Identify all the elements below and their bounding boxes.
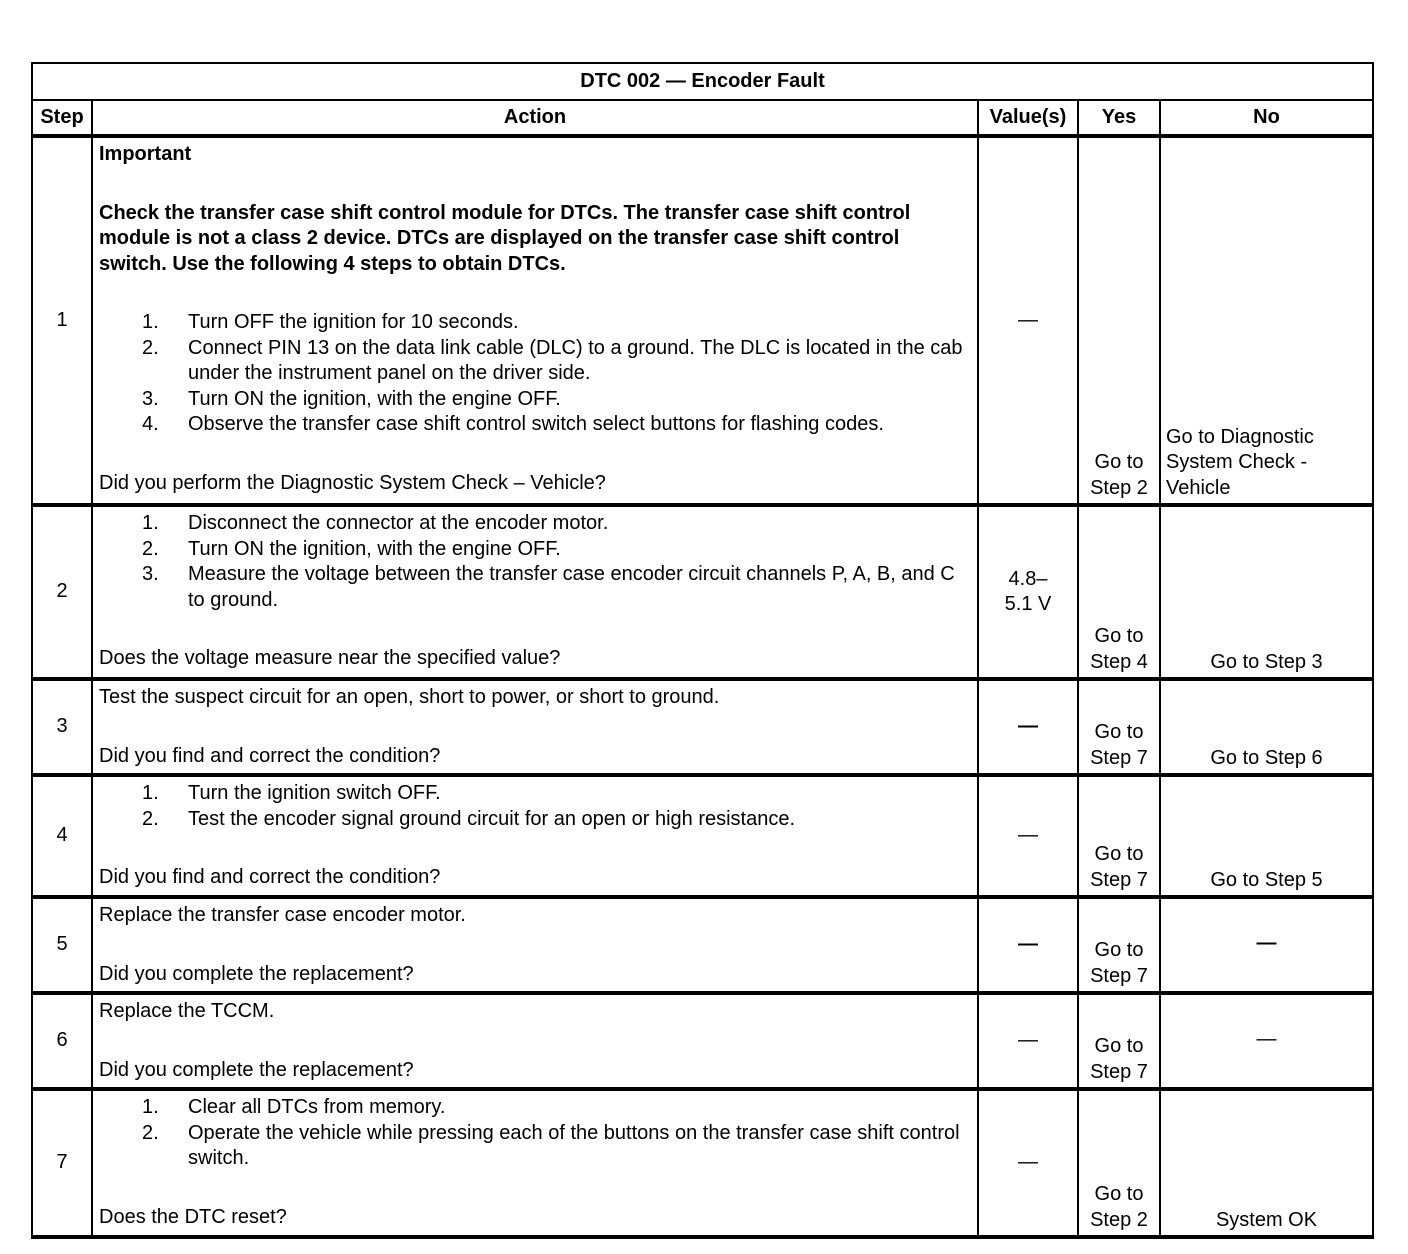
question-text: Did you find and correct the condition?	[99, 866, 441, 888]
value-cell	[978, 897, 1078, 993]
list-text: Turn ON the ignition, with the engine OFF.	[188, 387, 561, 410]
no-cell	[1160, 993, 1373, 1089]
action-cell	[92, 1089, 978, 1237]
no-text: —	[1256, 932, 1277, 955]
step-number: 2	[32, 505, 92, 679]
list-number: 2.	[142, 1121, 159, 1144]
value-text: —	[1018, 824, 1038, 847]
action-cell	[92, 897, 978, 993]
action-cell	[92, 679, 978, 775]
list-number: 1.	[142, 1096, 159, 1118]
question-text: Does the DTC reset?	[99, 1205, 287, 1228]
value-cell: 4.8–5.1 V	[978, 505, 1078, 679]
list-number: 1.	[142, 782, 159, 804]
list-item	[99, 1121, 971, 1172]
action-cell	[92, 775, 978, 897]
yes-cell: Go to Step 2	[1078, 136, 1160, 505]
step-number: 7	[32, 1089, 92, 1237]
list-text: Observe the transfer case shift control switch select buttons for flashing codes.	[188, 413, 884, 435]
list-text: Turn the ignition switch OFF.	[188, 782, 441, 804]
table-row-step-3	[32, 679, 1373, 775]
step-number: 1	[32, 136, 92, 505]
no-text: —	[1256, 1028, 1277, 1051]
list-item	[99, 310, 971, 336]
list-number: 2.	[142, 807, 159, 830]
procedure-list	[99, 1095, 971, 1172]
value-text: —	[1018, 1151, 1038, 1174]
important-label: Important	[99, 143, 192, 165]
yes-cell: Go to Step 2	[1078, 1089, 1160, 1237]
table-row-step-4	[32, 775, 1373, 897]
step-number: 5	[32, 897, 92, 993]
value-text: —	[1018, 308, 1038, 331]
value-cell	[978, 136, 1078, 505]
list-item	[99, 807, 971, 833]
list-number: 2.	[142, 537, 159, 560]
list-item	[99, 537, 971, 563]
value-cell	[978, 775, 1078, 897]
value-cell	[978, 679, 1078, 775]
question-text: Did you complete the replacement?	[99, 1058, 414, 1081]
table-title: DTC 002 — Encoder Fault	[32, 63, 1373, 100]
question-text: Did you complete the replacement?	[99, 962, 414, 985]
list-number: 2.	[142, 336, 159, 359]
table-row-step-1	[32, 136, 1373, 505]
procedure-list	[99, 511, 971, 613]
action-text: Replace the TCCM.	[99, 1000, 275, 1022]
list-text: Measure the voltage between the transfer case encoder circuit channels P, A, B, and C to ground.	[188, 563, 955, 611]
header-values: Value(s)	[978, 100, 1078, 136]
no-cell: Go to Step 3	[1160, 505, 1373, 679]
step-number: 3	[32, 679, 92, 775]
step-number: 4	[32, 775, 92, 897]
list-item	[99, 387, 971, 413]
list-text: Operate the vehicle while pressing each of the buttons on the transfer case shift control switch.	[188, 1121, 960, 1169]
important-text: Check the transfer case shift control module for DTCs. The transfer case shift control module is not a class 2 device. DTCs are displayed on the transfer case shift control switch. Use the following 4 steps to obtain DTCs.	[99, 201, 911, 275]
header-row	[32, 100, 1373, 136]
list-number: 3.	[142, 563, 159, 585]
question-text: Did you find and correct the condition?	[99, 744, 441, 767]
header-action: Action	[92, 100, 978, 136]
table-row-step-6	[32, 993, 1373, 1089]
action-text: Test the suspect circuit for an open, short to power, or short to ground.	[99, 686, 720, 708]
value-text: —	[1018, 933, 1038, 956]
no-cell: System OK	[1160, 1089, 1373, 1237]
diagnostic-document	[31, 62, 1372, 1239]
list-number: 4.	[142, 413, 159, 435]
list-text: Connect PIN 13 on the data link cable (DLC) to a ground. The DLC is located in the cab under the instrument panel on the driver side.	[188, 336, 963, 384]
yes-cell: Go to Step 7	[1078, 897, 1160, 993]
list-item	[99, 562, 971, 613]
value-text: —	[1018, 1029, 1038, 1052]
question-text: Does the voltage measure near the specified value?	[99, 647, 561, 669]
list-number: 1.	[142, 311, 159, 333]
yes-cell: Go to Step 7	[1078, 993, 1160, 1089]
list-text: Test the encoder signal ground circuit for an open or high resistance.	[188, 807, 796, 830]
no-cell: Go to Step 6	[1160, 679, 1373, 775]
table-row-step-2	[32, 505, 1373, 679]
list-item	[99, 336, 971, 387]
list-number: 3.	[142, 387, 159, 410]
list-text: Disconnect the connector at the encoder motor.	[188, 512, 609, 534]
action-text: Replace the transfer case encoder motor.	[99, 904, 466, 926]
action-cell	[92, 505, 978, 679]
no-cell	[1160, 897, 1373, 993]
procedure-list	[99, 781, 971, 832]
list-number: 1.	[142, 512, 159, 534]
no-cell: Go to Step 5	[1160, 775, 1373, 897]
header-step: Step	[32, 100, 92, 136]
yes-cell: Go to Step 7	[1078, 775, 1160, 897]
value-cell	[978, 1089, 1078, 1237]
action-cell	[92, 993, 978, 1089]
header-yes: Yes	[1078, 100, 1160, 136]
yes-cell: Go to Step 4	[1078, 505, 1160, 679]
list-text: Turn ON the ignition, with the engine OFF.	[188, 537, 561, 560]
list-item	[99, 1095, 971, 1121]
header-no: No	[1160, 100, 1373, 136]
no-cell: Go to Diagnostic System Check - Vehicle	[1160, 136, 1373, 505]
list-item	[99, 781, 971, 807]
value-cell	[978, 993, 1078, 1089]
list-item	[99, 412, 971, 438]
question-text: Did you perform the Diagnostic System Check – Vehicle?	[99, 471, 606, 494]
step-number: 6	[32, 993, 92, 1089]
list-text: Clear all DTCs from memory.	[188, 1096, 446, 1118]
diagnostic-table	[31, 62, 1374, 1239]
table-row-step-5	[32, 897, 1373, 993]
list-item	[99, 511, 971, 537]
action-cell	[92, 136, 978, 505]
procedure-list	[99, 310, 971, 438]
table-row-step-7	[32, 1089, 1373, 1237]
yes-cell: Go to Step 7	[1078, 679, 1160, 775]
list-text: Turn OFF the ignition for 10 seconds.	[188, 311, 519, 333]
value-text: —	[1018, 715, 1038, 738]
